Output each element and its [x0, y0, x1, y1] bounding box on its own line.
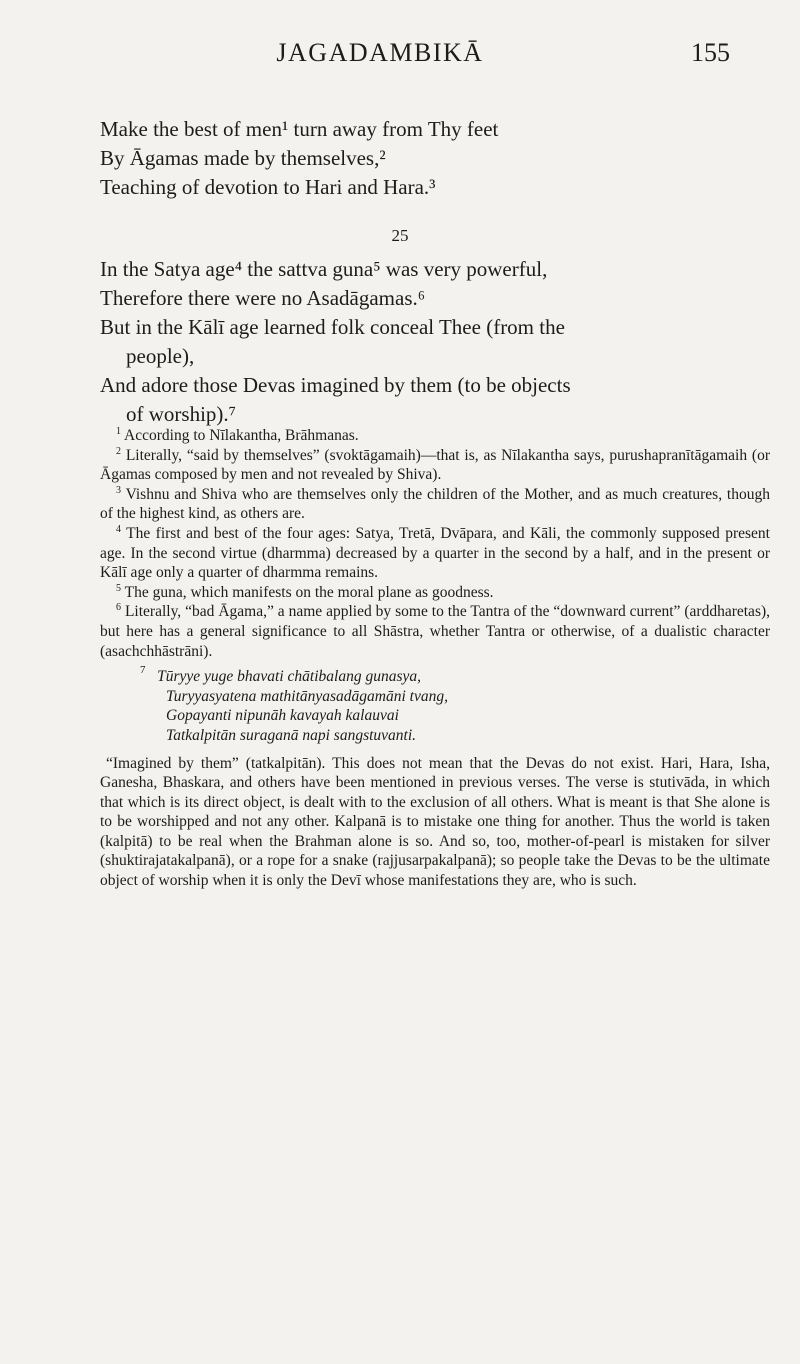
footnote-text: Literally, “bad Āgama,” a name applied by some to the Tantra of the “downward current” (arddharetas), but here has a general significance to all Shāstra, whether Tantra or otherwise, of a dualistic character (asachchhāstrāni).	[100, 603, 771, 660]
sanskrit-line: Gopayanti nipunāh kavayah kalauvai	[166, 707, 399, 725]
footnotes	[100, 426, 770, 891]
footnote-text: Literally, “said by themselves” (svoktāgamaih)—that is, as Nīlakantha says, purushapranītāgamaih (or Āgamas composed by men and not revealed by Shiva).	[100, 446, 770, 484]
running-title: JAGADAMBIKĀ	[276, 38, 484, 67]
footnote-text: The guna, which manifests on the moral plane as goodness.	[124, 583, 494, 601]
footnote-text: According to Nīlakantha, Brāhmanas.	[124, 427, 359, 444]
sanskrit-line: Tatkalpitān suraganā napi sangstuvanti.	[166, 726, 417, 744]
verse-25	[100, 255, 760, 429]
verse-line: people),	[126, 344, 195, 368]
verse-number: 25	[391, 226, 409, 245]
page-number: 155	[691, 38, 730, 67]
footnote-text: The first and best of the four ages: Satya, Tretā, Dvāpara, and Kāli, the commonly supposed present age. In the second virtue (dharmma) decreased by a quarter in the second by a half, and in the present or Kālī age only a quarter of dharmma remains.	[100, 524, 770, 582]
footnote-6: $^6$ Literally, “bad Āgama,” a name applied by some to the Tantra of the “downward current” (arddharetas), but here has a general significance to all Shāstra, whether Tantra or otherwise, of a dualistic character (asachchhāstrāni).	[100, 602, 771, 660]
page-header	[100, 32, 740, 68]
footnote-4: $^4$ The first and best of the four ages: Satya, Tretā, Dvāpara, and Kāli, the commonly supposed present age. In the second virtue (dharmma) decreased by a quarter in the second by a half, and in the present or Kālī age only a quarter of dharmma remains.	[100, 523, 770, 582]
footnote-3: $^3$ Vishnu and Shiva who are themselves only the children of the Mother, and as much creatures, though of the highest kind, as others are.	[100, 484, 770, 523]
verse-line: And adore those Devas imagined by them (to be objects	[100, 373, 571, 397]
footnote-7-text: “Imagined by them” (tatkalpitān). This does not mean that the Devas do not exist. Hari, Hara, Isha, Ganesha, Bhaskara, and others have been mentioned in previous verses. The verse is stutivāda, in which that which is its direct object, is dealt with to the exclusion of all others. What is meant is that She alone is to be worshipped and not any other. Kalpanā is to mistake one thing for another. Thus the world is taken (kalpitā) to be real when the Brahman alone is so. And so, too, mother-of-pearl is mistaken for silver (shuktirajatakalpanā), or a rope for a snake (rajjusarpakalpanā); so people take the Devas to be the ultimate object of worship when it is only the Devī whose manifestations they are, who is such.	[100, 754, 770, 890]
sanskrit-line: Turyyasyatena mathitānyasadāgamāni tvang,	[166, 687, 448, 705]
sanskrit-line-text: Tūryye yuge bhavati chātibalang gunasya,	[157, 668, 422, 686]
verse-line: But in the Kālī age learned folk conceal Thee (from the	[100, 315, 565, 339]
verse-line: Teaching of devotion to Hari and Hara.³	[100, 175, 436, 199]
footnote-1: $^1$ According to Nīlakantha, Brāhmanas.	[116, 426, 359, 444]
verse-line: By Āgamas made by themselves,²	[100, 146, 386, 170]
verse-line: Make the best of men¹ turn away from Thy feet	[100, 117, 499, 141]
footnote-text: Vishnu and Shiva who are themselves only the children of the Mother, and as much creatures, though of the highest kind, as others are.	[100, 485, 770, 523]
verse-line: In the Satya age⁴ the sattva guna⁵ was very powerful,	[100, 257, 548, 281]
sanskrit-line: $^7$ Tūryye yuge bhavati chātibalang gunasya,	[140, 664, 422, 686]
footnote-2: $^2$ Literally, “said by themselves” (svoktāgamaih)—that is, as Nīlakantha says, purushapranītāgamaih (or Āgamas composed by men and not revealed by Shiva).	[100, 445, 770, 484]
verse-line: Therefore there were no Asadāgamas.⁶	[100, 286, 426, 310]
verse-line: of worship).⁷	[126, 402, 236, 426]
footnote-7-verse	[140, 664, 770, 745]
verse-24-ending	[100, 115, 760, 202]
footnote-5: $^5$ The guna, which manifests on the moral plane as goodness.	[116, 582, 494, 601]
